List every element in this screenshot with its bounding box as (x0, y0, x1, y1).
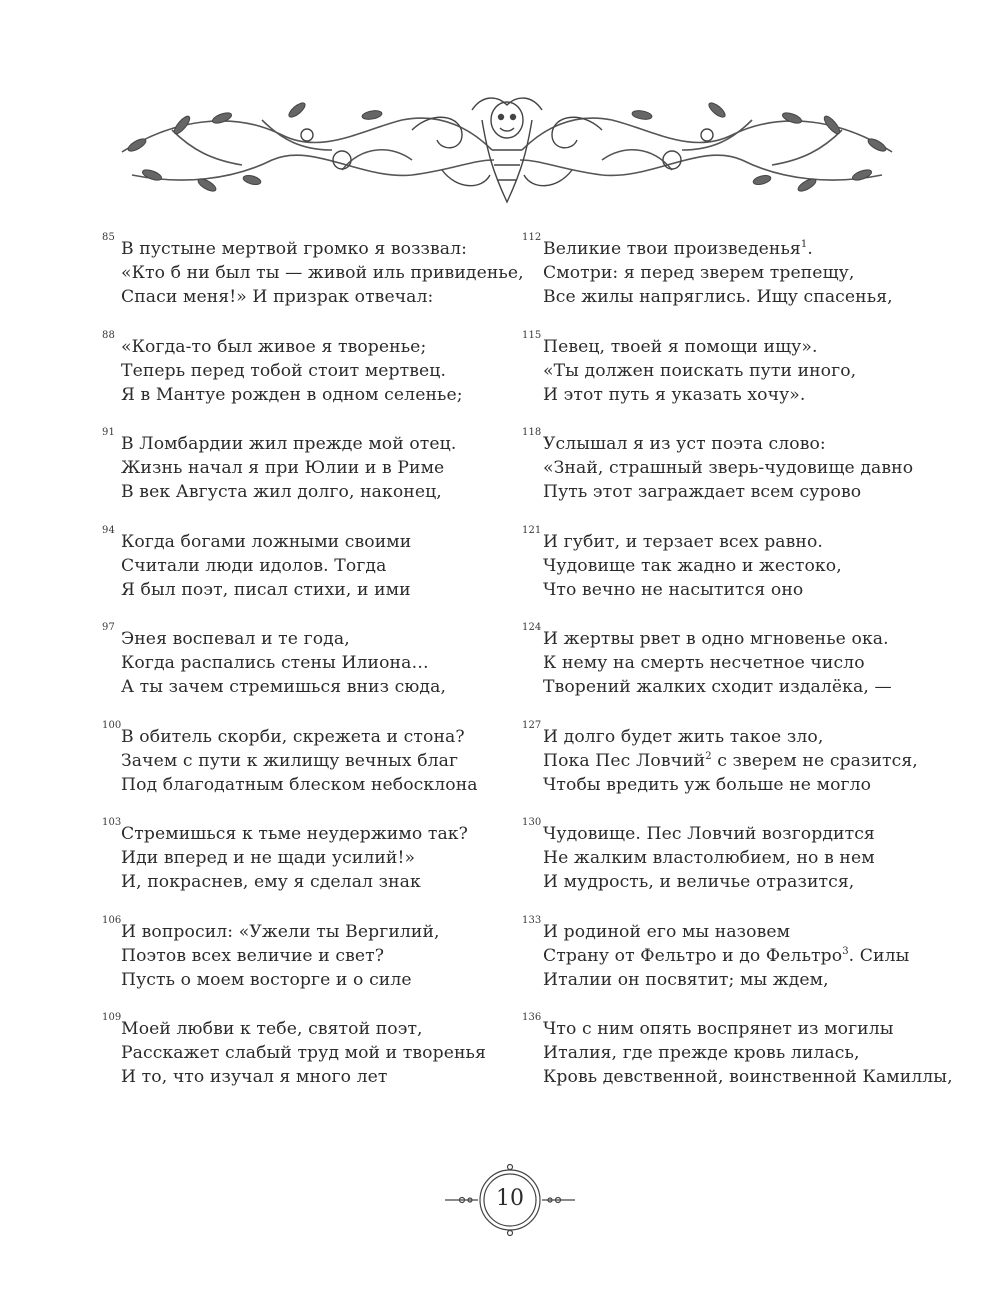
verse-line: 115 Певец, твоей я помощи ищу». (522, 329, 818, 357)
verse-line: И этот путь я указать хочу». (543, 384, 806, 405)
verse-line: Спаси меня!» И призрак отвечал: (121, 287, 434, 307)
verse-line: 85 В пустыне мертвой громко я воззвал: (102, 232, 468, 259)
verse-line: Италия, где прежде кровь лилась, (543, 1043, 860, 1063)
stanza (100, 914, 520, 1018)
line-number: 109 (102, 1012, 122, 1023)
verse-line: Поэтов всех величие и свет? (121, 945, 385, 966)
verse-line: 97 Энея воспевал и те года, (102, 622, 350, 649)
line-number: 97 (102, 622, 115, 633)
stanza (100, 329, 520, 433)
right-column (522, 232, 953, 1115)
line-number: 106 (102, 914, 122, 926)
verse-line: «Кто б ни был ты — живой иль привиденье, (121, 263, 524, 283)
line-number: 127 (522, 719, 542, 731)
verse-line: 109 Моей любви к тебе, святой поэт, (102, 1012, 423, 1039)
verse-line: 118 Услышал я из уст поэта слово: (522, 427, 826, 454)
footnote-mark[interactable]: 2 (705, 750, 712, 762)
stanza (522, 329, 942, 433)
verse-line: Не жалким властолюбием, но в нем (543, 848, 875, 868)
line-number: 118 (522, 427, 542, 438)
footnote-mark[interactable]: 1 (800, 239, 808, 250)
line-number: 100 (102, 719, 122, 731)
verse-line: Считали люди идолов. Тогда (121, 555, 387, 576)
verse-line: Жизнь начал я при Юлии и в Риме (121, 458, 445, 478)
verse-line: Под благодатным блеском небосклона (121, 774, 478, 795)
line-number: 124 (522, 622, 542, 633)
stanza (522, 622, 942, 725)
stanza (100, 427, 520, 530)
verse-line: К нему на смерть несчетное число (543, 653, 865, 673)
verse-line: Я в Мантуе рожден в одном селенье; (121, 384, 463, 405)
verse-line: Чудовище так жадно и жестоко, (543, 555, 842, 576)
verse-line: Путь этот заграждает всем сурово (543, 482, 862, 502)
verse-line: Смотри: я перед зверем трепещу, (543, 263, 855, 283)
stanza (100, 1012, 520, 1115)
verse-line: 124 И жертвы рвет в одно мгновенье ока. (522, 622, 889, 649)
line-number: 112 (522, 232, 542, 243)
line-number: 133 (522, 914, 542, 926)
verse-line: «Знай, страшный зверь-чудовище давно (543, 458, 914, 478)
verse-line: Италии он посвятит; мы ждем, (543, 969, 829, 990)
verse-line: Кровь девственной, воинственной Камиллы, (543, 1067, 953, 1087)
verse-line: Зачем с пути к жилищу вечных благ (121, 750, 459, 771)
line-number: 115 (522, 329, 542, 341)
verse-line: 133 И родиной его мы назовем (522, 914, 791, 942)
verse-line: 130 Чудовище. Пес Ловчий возгордится (522, 817, 875, 844)
stanza (522, 427, 942, 530)
verse-line: Иди вперед и не щади усилий!» (121, 848, 416, 868)
verse-line: 127 И долго будет жить такое зло, (522, 719, 824, 747)
verse-line: 103 Стремишься к тьме неудержимо так? (102, 817, 468, 844)
verse-line: И, покраснев, ему я сделал знак (121, 872, 421, 892)
stanza (522, 719, 942, 823)
page-number-footer (440, 1160, 580, 1238)
verse-line: Когда распались стены Илиона… (121, 653, 429, 673)
floral-header-ornament-icon (112, 90, 902, 208)
verse-line: Творений жалких сходит издалёка, — (543, 677, 892, 697)
verse-line: 121 И губит, и терзает всех равно. (522, 524, 823, 552)
page-number: 10 (496, 1186, 524, 1211)
verse-line: В век Августа жил долго, наконец, (121, 482, 442, 502)
verse-line: «Ты должен поискать пути иного, (543, 360, 857, 381)
verse-line: 136 Что с ним опять воспрянет из могилы (522, 1012, 894, 1039)
verse-line: 112 Великие твои произведенья$^1$. (522, 232, 813, 259)
line-number: 85 (102, 232, 115, 243)
stanza (522, 232, 942, 335)
stanza (100, 719, 520, 823)
verse-line: 91 В Ломбардии жил прежде мой отец. (102, 427, 457, 454)
stanza (522, 524, 942, 628)
stanza (100, 524, 520, 628)
stanza (522, 914, 942, 1018)
verse-line: Чтобы вредить уж больше не могло (543, 774, 872, 795)
verse-line: Пусть о моем восторге и о силе (121, 969, 412, 990)
line-number: 121 (522, 524, 542, 536)
verse-line: Пока Пес Ловчий$^2$ с зверем не сразится, (543, 750, 918, 771)
verse-line: И мудрость, и величье отразится, (543, 872, 855, 892)
line-number: 91 (102, 427, 115, 438)
stanza (100, 817, 520, 920)
line-number: 88 (102, 329, 115, 341)
verse-line: И то, что изучал я много лет (121, 1067, 388, 1087)
stanza (522, 1012, 953, 1115)
verse-line: Что вечно не насытится оно (543, 579, 804, 600)
verse-line: Теперь перед тобой стоит мертвец. (121, 360, 447, 381)
line-number: 103 (102, 817, 122, 828)
verse-line: 106 И вопросил: «Ужели ты Вергилий, (102, 914, 440, 942)
verse-line: А ты зачем стремишься вниз сюда, (121, 677, 447, 697)
stanza (100, 622, 520, 725)
stanza (522, 817, 942, 920)
line-number: 136 (522, 1012, 542, 1023)
verse-line: Расскажет слабый труд мой и творенья (121, 1043, 486, 1063)
verse-line: Страну от Фельтро и до Фельтро$^3$. Силы (543, 945, 910, 966)
footnote-mark[interactable]: 3 (842, 945, 849, 957)
line-number: 130 (522, 817, 542, 828)
stanza (100, 232, 524, 335)
verse-line: Все жилы напряглись. Ищу спасенья, (543, 287, 893, 307)
left-column (100, 232, 524, 1115)
verse-line: Я был поэт, писал стихи, и ими (121, 579, 411, 600)
line-number: 94 (102, 524, 115, 536)
verse-line: 88 «Когда-то был живое я творенье; (102, 329, 427, 357)
verse-line: 94 Когда богами ложными своими (102, 524, 412, 552)
verse-line: 100 В обитель скорби, скрежета и стона? (102, 719, 465, 747)
